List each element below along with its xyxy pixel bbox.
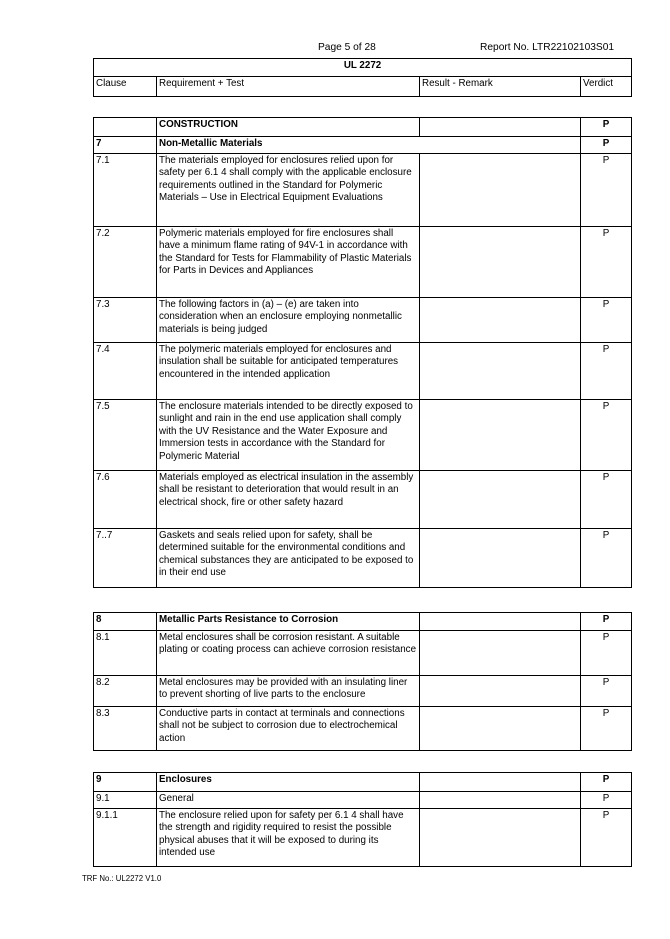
trf-footer: TRF No.: UL2272 V1.0 bbox=[82, 874, 162, 883]
table-row bbox=[94, 613, 632, 631]
requirement-cell: Metal enclosures may be provided with an insulating liner to prevent shorting of live parts to the enclosure bbox=[157, 676, 420, 707]
requirement-cell: The enclosure materials intended to be directly exposed to sunlight and rain in the end use application shall comply with the UV Resistance and the Water Exposure and Immersion tests in accordance with the Standard for Polymeric Material bbox=[157, 400, 420, 471]
requirement-cell: Enclosures bbox=[157, 773, 420, 792]
requirement-cell: Polymeric materials employed for fire enclosures shall have a minimum flame rating of 94V-1 in accordance with the Standard for Tests for Flammability of Plastic Materials for Parts in Devices and Appliances bbox=[157, 227, 420, 298]
result-remark-cell bbox=[420, 400, 581, 471]
verdict-cell: P bbox=[581, 809, 632, 867]
clause-cell: 8 bbox=[94, 613, 157, 631]
verdict-cell: P bbox=[581, 792, 632, 809]
verdict-cell: P bbox=[581, 137, 632, 154]
table-row bbox=[94, 809, 632, 867]
table-row bbox=[94, 118, 632, 137]
requirement-cell: Materials employed as electrical insulation in the assembly shall be resistant to deterioration that would result in an electrical shock, fire or other safety hazard bbox=[157, 471, 420, 529]
result-remark-cell bbox=[420, 773, 581, 792]
verdict-cell: P bbox=[581, 471, 632, 529]
result-remark-cell bbox=[420, 154, 581, 227]
verdict-cell: P bbox=[581, 707, 632, 751]
requirement-cell: The polymeric materials employed for enclosures and insulation shall be suitable for anticipated temperatures encountered in the intended application bbox=[157, 343, 420, 400]
result-remark-cell bbox=[420, 792, 581, 809]
clause-cell: 9.1.1 bbox=[94, 809, 157, 867]
verdict-cell: P bbox=[581, 676, 632, 707]
clause-cell: 7.3 bbox=[94, 298, 157, 343]
requirement-cell: Metal enclosures shall be corrosion resistant. A suitable plating or coating process can achieve corrosion resistance bbox=[157, 631, 420, 676]
clause-cell bbox=[94, 118, 157, 137]
result-remark-cell bbox=[420, 707, 581, 751]
clause-cell: 7..7 bbox=[94, 529, 157, 588]
clause-cell: 7.6 bbox=[94, 471, 157, 529]
requirement-cell: Non-Metallic Materials bbox=[157, 137, 581, 154]
requirement-cell: Conductive parts in contact at terminals and connections shall not be subject to corrosion due to electrochemical action bbox=[157, 707, 420, 751]
verdict-cell: P bbox=[581, 631, 632, 676]
clause-cell: 9 bbox=[94, 773, 157, 792]
page-number: Page 5 of 28 bbox=[318, 42, 376, 53]
column-header-result: Result - Remark bbox=[420, 77, 581, 97]
table-row bbox=[94, 400, 632, 471]
table-row bbox=[94, 792, 632, 809]
result-remark-cell bbox=[420, 631, 581, 676]
column-header-requirement: Requirement + Test bbox=[157, 77, 420, 97]
table-row bbox=[94, 676, 632, 707]
verdict-cell: P bbox=[581, 529, 632, 588]
verdict-cell: P bbox=[581, 227, 632, 298]
requirement-cell: CONSTRUCTION bbox=[157, 118, 420, 137]
requirement-cell: The materials employed for enclosures relied upon for safety per 6.1 4 shall comply with the applicable enclosure requirements outlined in the Standard for Polymeric Materials – Use in Electrical Equipment Evaluations bbox=[157, 154, 420, 227]
clause-cell: 7.1 bbox=[94, 154, 157, 227]
report-number: Report No. LTR22102103S01 bbox=[480, 42, 615, 53]
table-row bbox=[94, 154, 632, 227]
section-table-construction bbox=[93, 117, 632, 588]
table-row bbox=[94, 343, 632, 400]
result-remark-cell bbox=[420, 676, 581, 707]
result-remark-cell bbox=[420, 227, 581, 298]
column-header-clause: Clause bbox=[94, 77, 157, 97]
verdict-cell: P bbox=[581, 118, 632, 137]
section-table-enclosures bbox=[93, 772, 632, 867]
clause-cell: 7 bbox=[94, 137, 157, 154]
column-header-verdict: Verdict bbox=[581, 77, 632, 97]
verdict-cell: P bbox=[581, 154, 632, 227]
table-row bbox=[94, 227, 632, 298]
verdict-cell: P bbox=[581, 773, 632, 792]
result-remark-cell bbox=[420, 118, 581, 137]
requirement-cell: Gaskets and seals relied upon for safety, shall be determined suitable for the environmental conditions and chemical substances they are anticipated to be exposed to in their end use bbox=[157, 529, 420, 588]
section-table-corrosion bbox=[93, 612, 632, 751]
requirement-cell: General bbox=[157, 792, 420, 809]
requirement-cell: The enclosure relied upon for safety per 6.1 4 shall have the strength and rigidity required to resist the possible physical abuses that it will be exposed to during its intended use bbox=[157, 809, 420, 867]
table-row bbox=[94, 707, 632, 751]
result-remark-cell bbox=[420, 809, 581, 867]
verdict-cell: P bbox=[581, 298, 632, 343]
clause-cell: 9.1 bbox=[94, 792, 157, 809]
table-row bbox=[94, 471, 632, 529]
verdict-cell: P bbox=[581, 343, 632, 400]
clause-cell: 7.4 bbox=[94, 343, 157, 400]
result-remark-cell bbox=[420, 343, 581, 400]
clause-cell: 7.5 bbox=[94, 400, 157, 471]
standard-title: UL 2272 bbox=[94, 59, 632, 77]
result-remark-cell bbox=[420, 613, 581, 631]
table-row bbox=[94, 773, 632, 792]
result-remark-cell bbox=[420, 298, 581, 343]
verdict-cell: P bbox=[581, 400, 632, 471]
table-row bbox=[94, 298, 632, 343]
result-remark-cell bbox=[420, 471, 581, 529]
table-row bbox=[94, 137, 632, 154]
requirement-cell: The following factors in (a) – (e) are taken into consideration when an enclosure employing nonmetallic materials is being judged bbox=[157, 298, 420, 343]
header-table bbox=[93, 58, 632, 97]
verdict-cell: P bbox=[581, 613, 632, 631]
table-row bbox=[94, 529, 632, 588]
clause-cell: 8.3 bbox=[94, 707, 157, 751]
table-row bbox=[94, 631, 632, 676]
clause-cell: 7.2 bbox=[94, 227, 157, 298]
clause-cell: 8.2 bbox=[94, 676, 157, 707]
clause-cell: 8.1 bbox=[94, 631, 157, 676]
result-remark-cell bbox=[420, 529, 581, 588]
requirement-cell: Metallic Parts Resistance to Corrosion bbox=[157, 613, 420, 631]
